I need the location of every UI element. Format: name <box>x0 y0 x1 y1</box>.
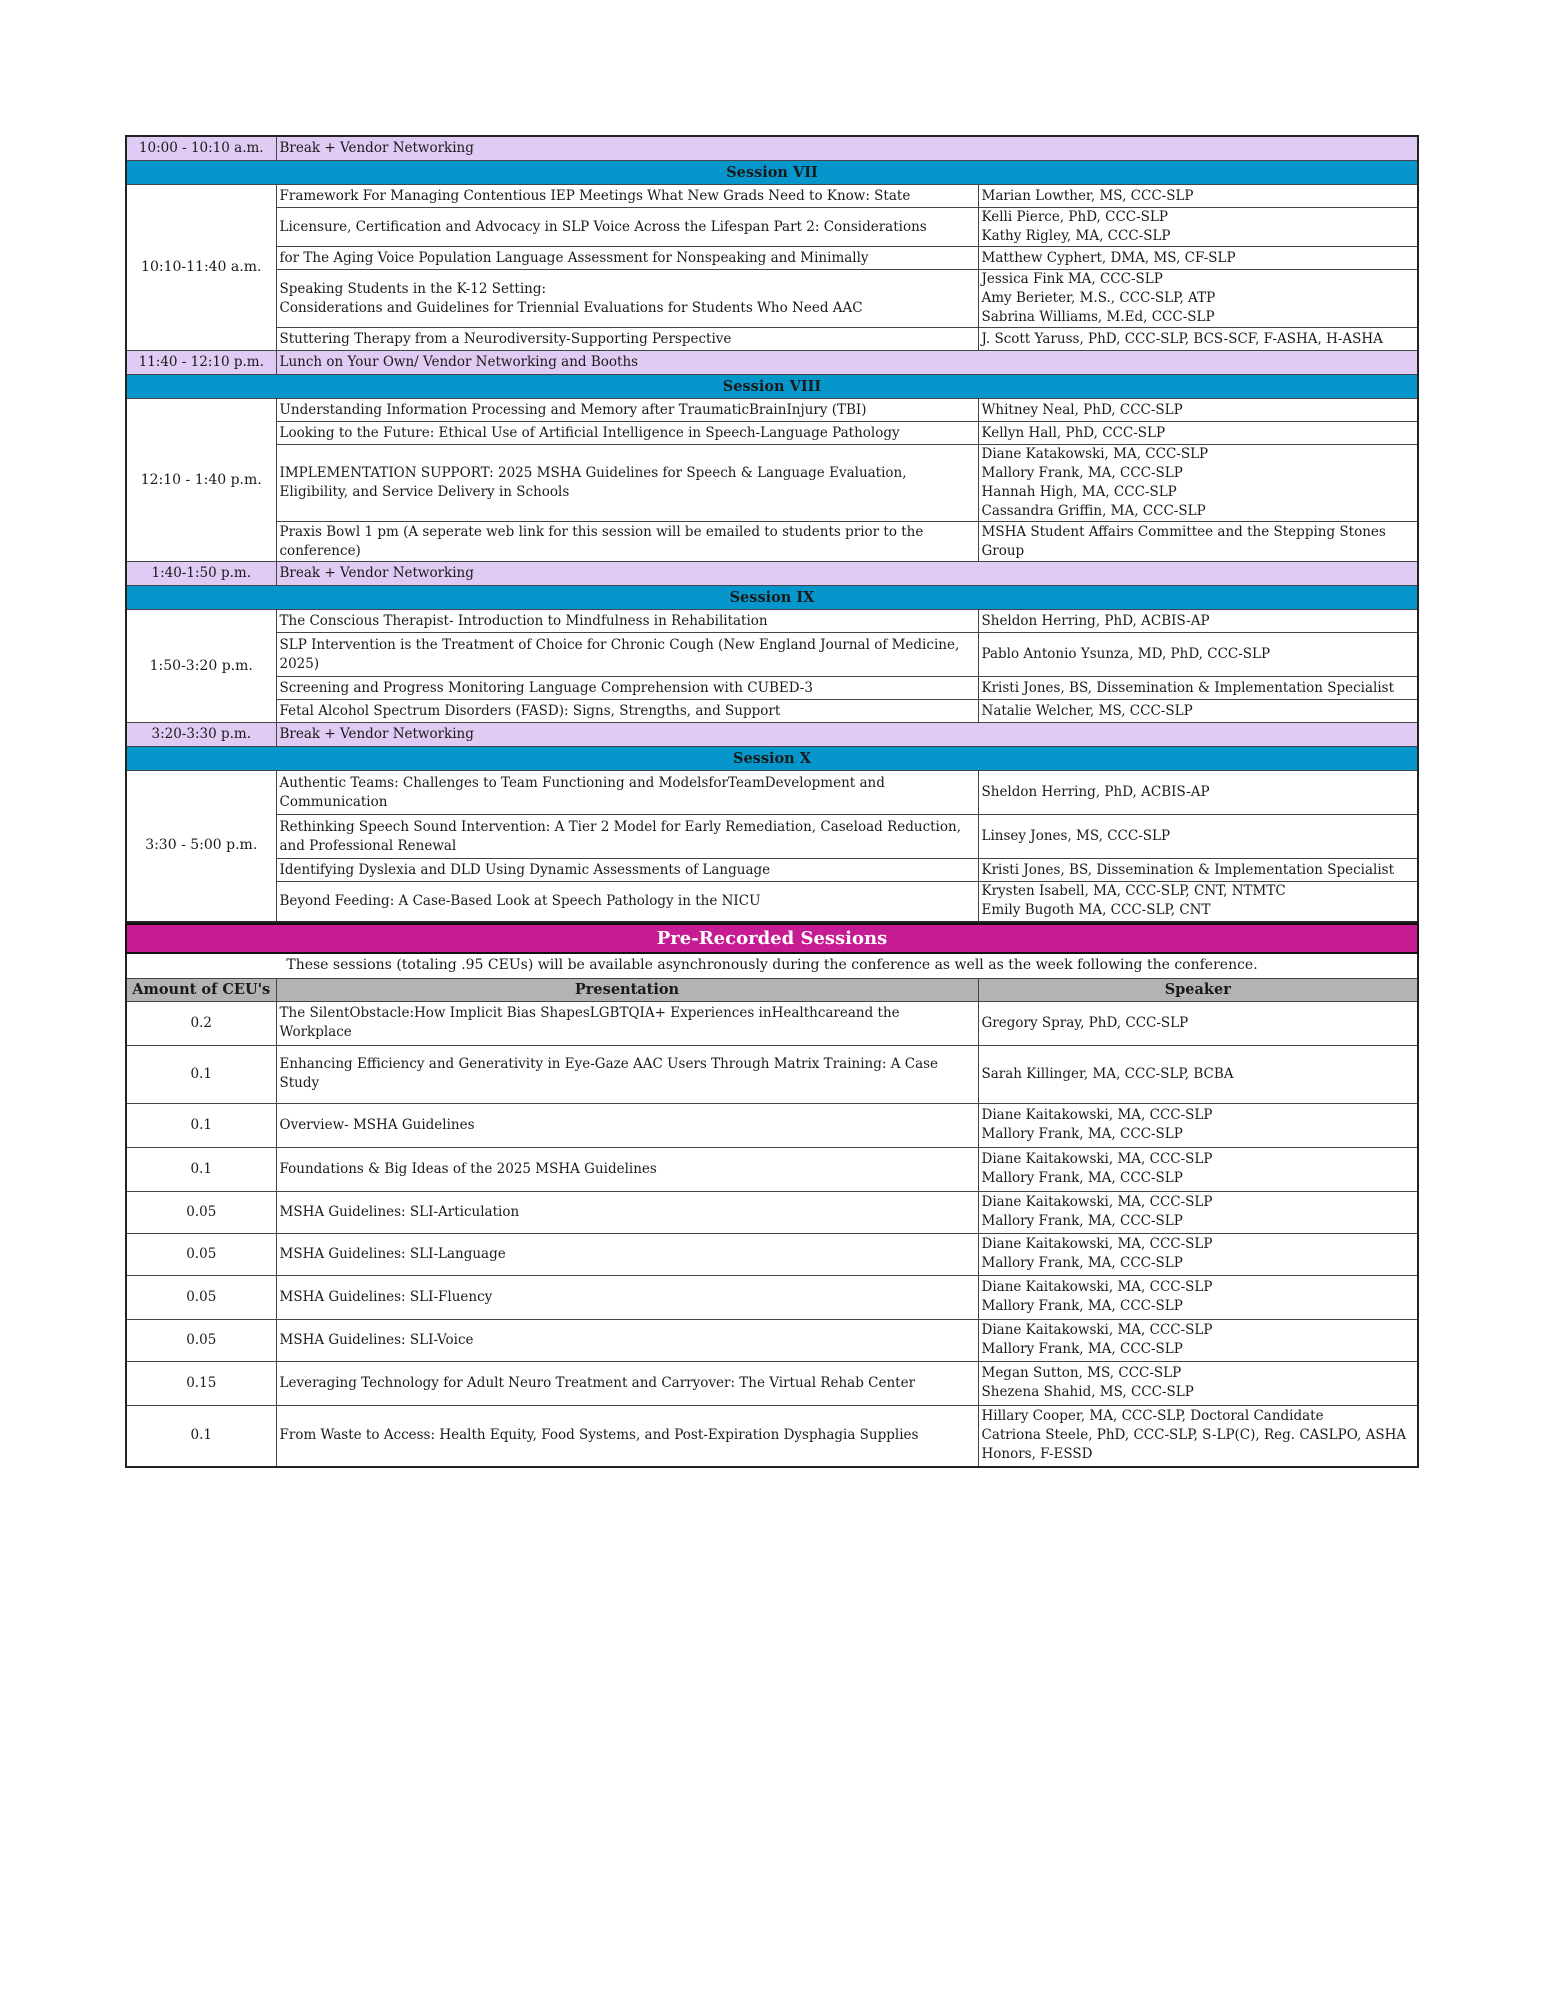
header-ceu: Amount of CEU's <box>126 978 276 1001</box>
speaker: Diane Kaitakowski, MA, CCC-SLP Mallory Frank, MA, CCC-SLP <box>978 1233 1418 1275</box>
prerecorded-title: Pre-Recorded Sessions <box>126 924 1418 953</box>
presentation-title: MSHA Guidelines: SLI-Articulation <box>276 1191 978 1233</box>
presentation-title: The SilentObstacle:How Implicit Bias ShapesLGBTQIA+ Experiences inHealthcareand the Workplace <box>276 1001 978 1045</box>
ceu-amount: 0.05 <box>126 1319 276 1361</box>
presentation-title: Speaking Students in the K-12 Setting: Considerations and Guidelines for Triennial Evaluations for Students Who Need AAC <box>276 270 978 328</box>
speaker: Marian Lowther, MS, CCC-SLP <box>978 185 1418 208</box>
speaker: Krysten Isabell, MA, CCC-SLP, CNT, NTMTC Emily Bugoth MA, CCC-SLP, CNT <box>978 882 1418 922</box>
session-row <box>126 328 1418 351</box>
session-row <box>126 771 1418 815</box>
presentation-title: SLP Intervention is the Treatment of Choice for Chronic Cough (New England Journal of Medicine, 2025) <box>276 633 978 677</box>
session-time: 1:50-3:20 p.m. <box>126 610 276 723</box>
session-title: Session X <box>126 747 1418 771</box>
presentation-title: MSHA Guidelines: SLI-Voice <box>276 1319 978 1361</box>
schedule-table <box>125 135 1419 923</box>
session-row <box>126 882 1418 922</box>
break-label: Break + Vendor Networking <box>276 723 1418 747</box>
prerecorded-row <box>126 1319 1418 1361</box>
speaker: Linsey Jones, MS, CCC-SLP <box>978 815 1418 859</box>
session-row <box>126 633 1418 677</box>
session-row <box>126 270 1418 328</box>
session-row <box>126 610 1418 633</box>
session-row <box>126 522 1418 562</box>
presentation-title: Screening and Progress Monitoring Language Comprehension with CUBED-3 <box>276 677 978 700</box>
session-header-row <box>126 586 1418 610</box>
session-row <box>126 185 1418 208</box>
ceu-amount: 0.1 <box>126 1147 276 1191</box>
session-time: 3:30 - 5:00 p.m. <box>126 771 276 922</box>
prerecorded-row <box>126 1361 1418 1405</box>
break-label: Break + Vendor Networking <box>276 562 1418 586</box>
prerecorded-header-row <box>126 978 1418 1001</box>
prerecorded-row <box>126 1147 1418 1191</box>
prerecorded-note: These sessions (totaling .95 CEUs) will be available asynchronously during the conference as well as the week following the conference. <box>126 953 1418 979</box>
session-row <box>126 677 1418 700</box>
speaker: J. Scott Yaruss, PhD, CCC-SLP, BCS-SCF, F-ASHA, H-ASHA <box>978 328 1418 351</box>
presentation-title: Looking to the Future: Ethical Use of Artificial Intelligence in Speech-Language Pathology <box>276 422 978 445</box>
presentation-title: Rethinking Speech Sound Intervention: A Tier 2 Model for Early Remediation, Caseload Reduction, and Professional Renewal <box>276 815 978 859</box>
prerecorded-row <box>126 1045 1418 1103</box>
session-row <box>126 700 1418 723</box>
ceu-amount: 0.15 <box>126 1361 276 1405</box>
session-header-row <box>126 375 1418 399</box>
speaker: Kelli Pierce, PhD, CCC-SLP Kathy Rigley, MA, CCC-SLP <box>978 208 1418 247</box>
session-time: 12:10 - 1:40 p.m. <box>126 399 276 562</box>
session-time: 10:10-11:40 a.m. <box>126 185 276 351</box>
presentation-title: for The Aging Voice Population Language Assessment for Nonspeaking and Minimally <box>276 247 978 270</box>
presentation-title: Framework For Managing Contentious IEP Meetings What New Grads Need to Know: State <box>276 185 978 208</box>
session-title: Session VII <box>126 161 1418 185</box>
speaker: Pablo Antonio Ysunza, MD, PhD, CCC-SLP <box>978 633 1418 677</box>
break-time: 1:40-1:50 p.m. <box>126 562 276 586</box>
session-title: Session VIII <box>126 375 1418 399</box>
session-header-row <box>126 161 1418 185</box>
speaker: Diane Kaitakowski, MA, CCC-SLP Mallory Frank, MA, CCC-SLP <box>978 1147 1418 1191</box>
break-row <box>126 562 1418 586</box>
ceu-amount: 0.1 <box>126 1045 276 1103</box>
speaker: Hillary Cooper, MA, CCC-SLP, Doctoral Candidate Catriona Steele, PhD, CCC-SLP, S-LP(C), Reg. CASLPO, ASHA Honors, F-ESSD <box>978 1405 1418 1467</box>
session-row <box>126 859 1418 882</box>
ceu-amount: 0.2 <box>126 1001 276 1045</box>
presentation-title: Understanding Information Processing and Memory after TraumaticBrainInjury (TBI) <box>276 399 978 422</box>
speaker: Kristi Jones, BS, Dissemination & Implementation Specialist <box>978 677 1418 700</box>
prerecorded-row <box>126 1191 1418 1233</box>
speaker: Gregory Spray, PhD, CCC-SLP <box>978 1001 1418 1045</box>
session-header-row <box>126 747 1418 771</box>
prerecorded-note-row <box>126 953 1418 979</box>
break-time: 3:20-3:30 p.m. <box>126 723 276 747</box>
speaker: Jessica Fink MA, CCC-SLP Amy Berieter, M.S., CCC-SLP, ATP Sabrina Williams, M.Ed, CCC-SLP <box>978 270 1418 328</box>
speaker: Diane Katakowski, MA, CCC-SLP Mallory Frank, MA, CCC-SLP Hannah High, MA, CCC-SLP Cassandra Griffin, MA, CCC-SLP <box>978 445 1418 522</box>
session-row <box>126 815 1418 859</box>
session-row <box>126 445 1418 522</box>
break-row <box>126 136 1418 161</box>
speaker: Diane Kaitakowski, MA, CCC-SLP Mallory Frank, MA, CCC-SLP <box>978 1319 1418 1361</box>
speaker: Sheldon Herring, PhD, ACBIS-AP <box>978 610 1418 633</box>
ceu-amount: 0.05 <box>126 1275 276 1319</box>
speaker: Diane Kaitakowski, MA, CCC-SLP Mallory Frank, MA, CCC-SLP <box>978 1275 1418 1319</box>
speaker: Kellyn Hall, PhD, CCC-SLP <box>978 422 1418 445</box>
session-row <box>126 208 1418 247</box>
break-label: Break + Vendor Networking <box>276 136 1418 161</box>
speaker: Kristi Jones, BS, Dissemination & Implementation Specialist <box>978 859 1418 882</box>
speaker: Sheldon Herring, PhD, ACBIS-AP <box>978 771 1418 815</box>
presentation-title: Licensure, Certification and Advocacy in SLP Voice Across the Lifespan Part 2: Considerations <box>276 208 978 247</box>
prerecorded-row <box>126 1103 1418 1147</box>
break-label: Lunch on Your Own/ Vendor Networking and Booths <box>276 351 1418 375</box>
speaker: Diane Kaitakowski, MA, CCC-SLP Mallory Frank, MA, CCC-SLP <box>978 1103 1418 1147</box>
speaker: Sarah Killinger, MA, CCC-SLP, BCBA <box>978 1045 1418 1103</box>
speaker: Natalie Welcher, MS, CCC-SLP <box>978 700 1418 723</box>
break-row <box>126 723 1418 747</box>
prerecorded-table <box>125 923 1419 1469</box>
presentation-title: Overview- MSHA Guidelines <box>276 1103 978 1147</box>
speaker: Whitney Neal, PhD, CCC-SLP <box>978 399 1418 422</box>
session-row <box>126 399 1418 422</box>
presentation-title: From Waste to Access: Health Equity, Food Systems, and Post-Expiration Dysphagia Supplies <box>276 1405 978 1467</box>
prerecorded-row <box>126 1233 1418 1275</box>
presentation-title: Stuttering Therapy from a Neurodiversity-Supporting Perspective <box>276 328 978 351</box>
presentation-title: MSHA Guidelines: SLI-Language <box>276 1233 978 1275</box>
speaker: Diane Kaitakowski, MA, CCC-SLP Mallory Frank, MA, CCC-SLP <box>978 1191 1418 1233</box>
presentation-title: Leveraging Technology for Adult Neuro Treatment and Carryover: The Virtual Rehab Center <box>276 1361 978 1405</box>
ceu-amount: 0.1 <box>126 1103 276 1147</box>
ceu-amount: 0.05 <box>126 1191 276 1233</box>
break-row <box>126 351 1418 375</box>
break-time: 11:40 - 12:10 p.m. <box>126 351 276 375</box>
presentation-title: Authentic Teams: Challenges to Team Functioning and ModelsforTeamDevelopment and Communication <box>276 771 978 815</box>
header-presentation: Presentation <box>276 978 978 1001</box>
ceu-amount: 0.05 <box>126 1233 276 1275</box>
break-time: 10:00 - 10:10 a.m. <box>126 136 276 161</box>
speaker: MSHA Student Affairs Committee and the Stepping Stones Group <box>978 522 1418 562</box>
presentation-title: Praxis Bowl 1 pm (A seperate web link for this session will be emailed to students prior to the conference) <box>276 522 978 562</box>
session-title: Session IX <box>126 586 1418 610</box>
speaker: Megan Sutton, MS, CCC-SLP Shezena Shahid, MS, CCC-SLP <box>978 1361 1418 1405</box>
header-speaker: Speaker <box>978 978 1418 1001</box>
presentation-title: MSHA Guidelines: SLI-Fluency <box>276 1275 978 1319</box>
speaker: Matthew Cyphert, DMA, MS, CF-SLP <box>978 247 1418 270</box>
presentation-title: IMPLEMENTATION SUPPORT: 2025 MSHA Guidelines for Speech & Language Evaluation, Eligibility, and Service Delivery in Schools <box>276 445 978 522</box>
presentation-title: Identifying Dyslexia and DLD Using Dynamic Assessments of Language <box>276 859 978 882</box>
session-row <box>126 247 1418 270</box>
prerecorded-row <box>126 1275 1418 1319</box>
session-row <box>126 422 1418 445</box>
presentation-title: Beyond Feeding: A Case-Based Look at Speech Pathology in the NICU <box>276 882 978 922</box>
prerecorded-row <box>126 1001 1418 1045</box>
prerecorded-title-row <box>126 924 1418 953</box>
presentation-title: Enhancing Efficiency and Generativity in Eye-Gaze AAC Users Through Matrix Training: A Case Study <box>276 1045 978 1103</box>
prerecorded-row <box>126 1405 1418 1467</box>
presentation-title: Fetal Alcohol Spectrum Disorders (FASD): Signs, Strengths, and Support <box>276 700 978 723</box>
presentation-title: Foundations & Big Ideas of the 2025 MSHA Guidelines <box>276 1147 978 1191</box>
presentation-title: The Conscious Therapist- Introduction to Mindfulness in Rehabilitation <box>276 610 978 633</box>
schedule-page <box>125 135 1417 1468</box>
ceu-amount: 0.1 <box>126 1405 276 1467</box>
